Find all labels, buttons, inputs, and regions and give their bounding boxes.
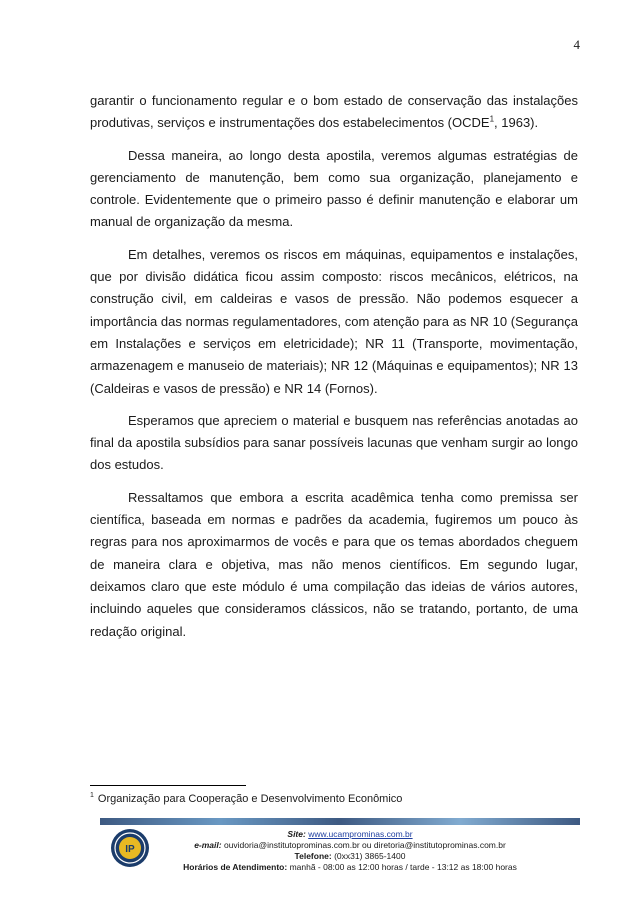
- paragraph-5: Ressaltamos que embora a escrita acadêmica tenha como premissa ser científica, baseada em normas e padrões da academia, fugiremos um pouco às regras para nos aproximarmos de vocês e para que os temas abordados cheguem de maneira clara e objetiva, mas não menos científicos. Em segundo lugar, deixamos claro que este módulo é uma compilação das ideias de vários autores, incluindo aqueles que consideramos clássicos, não se tratando, portanto, de uma redação original.: [90, 489, 578, 639]
- footnote: [90, 793, 590, 805]
- institute-logo-icon: [110, 828, 150, 868]
- hours-label: Horários de Atendimento:: [183, 862, 288, 872]
- logo-text: IP: [125, 844, 135, 855]
- phone-number: (0xx31) 3865-1400: [334, 851, 406, 861]
- paragraph-3: Em detalhes, veremos os riscos em máquinas, equipamentos e instalações, que por divisão didática ficou assim composto: riscos mecânicos, elétricos, na construção civil, em caldeiras e vasos de pressão. Não podemos esquecer a importância das normas regulamentadores, com atenção para as NR 10 (Segurança em Instalações e serviços em eletricidade); NR 11 (Transporte, movimentação, armazenagem e manuseio de materiais); NR 12 (Máquinas e equipamentos); NR 13 (Caldeiras e vasos de pressão) e NR 14 (Fornos).: [90, 246, 578, 396]
- email-separator: ou: [359, 840, 374, 850]
- footer-site-line: [160, 829, 540, 840]
- footer-phone-line: [160, 851, 540, 862]
- footer-hours-line: [160, 862, 540, 873]
- page-number: 4: [573, 37, 580, 52]
- email-ouvidoria[interactable]: ouvidoria@institutoprominas.com.br: [223, 840, 360, 850]
- paragraph-1: [90, 90, 578, 135]
- footer-email-line: [160, 840, 540, 851]
- footer-decorative-band: [100, 818, 580, 825]
- email-label: e-mail:: [194, 840, 222, 850]
- body-text: [90, 90, 578, 653]
- paragraph-2: Dessa maneira, ao longo desta apostila, veremos algumas estratégias de gerenciamento de manutenção, bem como sua organização, planejamento e controle. Evidentemente que o primeiro passo é definir manutenção e elaborar um manual de organização da mesma.: [90, 147, 578, 230]
- footnote-reference[interactable]: 1: [489, 114, 495, 124]
- hours-text: manhã - 08:00 as 12:00 horas / tarde - 13:12 as 18:00 horas: [289, 862, 517, 872]
- footer-contact: [160, 829, 540, 873]
- footnote-text: Organização para Cooperação e Desenvolvimento Econômico: [97, 793, 403, 805]
- paragraph-1-text-end: , 1963).: [494, 115, 539, 131]
- phone-label: Telefone:: [294, 851, 332, 861]
- footnote-separator: [90, 785, 246, 786]
- footnote-marker: 1: [90, 792, 94, 800]
- paragraph-1-text: garantir o funcionamento regular e o bom estado de conservação das instalações produtivas, serviços e instrumentações dos estabelecimentos (OCDE: [90, 93, 578, 131]
- email-diretoria[interactable]: diretoria@institutoprominas.com.br: [373, 840, 506, 850]
- site-label: Site:: [287, 829, 306, 839]
- site-link[interactable]: www.ucamprominas.com.br: [308, 829, 413, 839]
- paragraph-4: Esperamos que apreciem o material e busquem nas referências anotadas ao final da apostila subsídios para sanar possíveis lacunas que venham surgir ao longo dos estudos.: [90, 412, 578, 473]
